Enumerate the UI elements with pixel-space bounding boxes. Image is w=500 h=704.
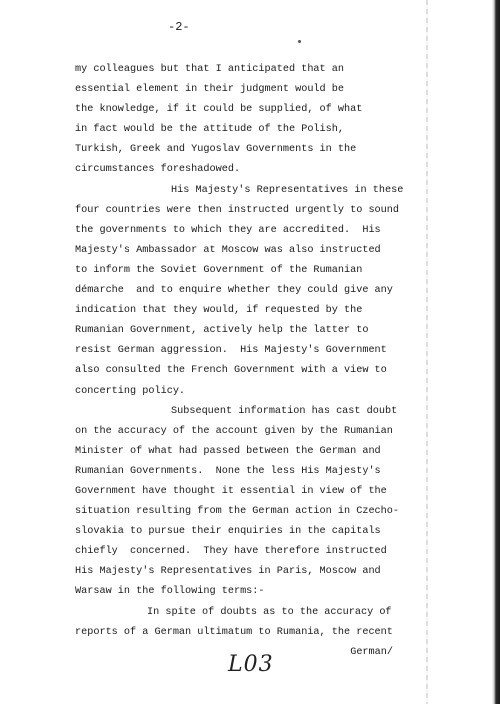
text-line: my colleagues but that I anticipated that an (75, 64, 344, 75)
text-line: the knowledge, if it could be supplied, of what (75, 104, 363, 116)
text-line: also consulted the French Government with a view to (75, 365, 387, 377)
text-line: to inform the Soviet Government of the Rumanian (75, 264, 363, 276)
text-line: chiefly concerned. They have therefore instructed (75, 546, 387, 558)
text-line: His Majesty's Representatives in these (171, 184, 404, 196)
text-line: Minister of what had passed between the German and (75, 445, 381, 457)
body-text (75, 60, 405, 663)
text-line: démarche and to enquire whether they could give any (75, 285, 393, 297)
text-line: situation resulting from the German action in Czecho- (75, 506, 400, 518)
text-line: His Majesty's Representatives in Paris, Moscow and (75, 566, 381, 578)
text-line: circumstances foreshadowed. (75, 164, 241, 176)
scan-edge (420, 0, 500, 704)
text-line: indication that they would, if requested by the (75, 305, 363, 317)
text-line: Government have thought it essential in view of the (75, 485, 387, 497)
text-line: the governments to which they are accredited. His (75, 224, 381, 236)
text-line: German/ (350, 646, 393, 658)
handwritten-note: L03 (228, 652, 274, 677)
text-line: concerting policy. (75, 385, 186, 397)
text-line: essential element in their judgment would be (75, 84, 344, 96)
text-line: reports of a German ultimatum to Rumania, the recent (75, 626, 393, 638)
text-line: in fact would be the attitude of the Polish, (75, 124, 344, 136)
text-line: Turkish, Greek and Yugoslav Governments in the (75, 144, 357, 156)
ink-mark (298, 40, 301, 43)
text-line: resist German aggression. His Majesty's Government (75, 345, 387, 357)
text-line: slovakia to pursue their enquiries in the capitals (75, 526, 381, 538)
text-line: Warsaw in the following terms:- (75, 586, 265, 598)
text-line: In spite of doubts as to the accuracy of (147, 606, 392, 618)
page-number: -2- (168, 20, 190, 34)
text-line: on the accuracy of the account given by the Rumanian (75, 425, 393, 437)
text-line: Majesty's Ambassador at Moscow was also instructed (75, 244, 381, 256)
text-line: Subsequent information has cast doubt (171, 405, 398, 417)
scan-edge-strip (426, 0, 428, 704)
text-line: Rumanian Government, actively help the latter to (75, 325, 369, 337)
text-line: Rumanian Governments. None the less His Majesty's (75, 465, 381, 477)
text-line: four countries were then instructed urgently to sound (75, 204, 400, 216)
